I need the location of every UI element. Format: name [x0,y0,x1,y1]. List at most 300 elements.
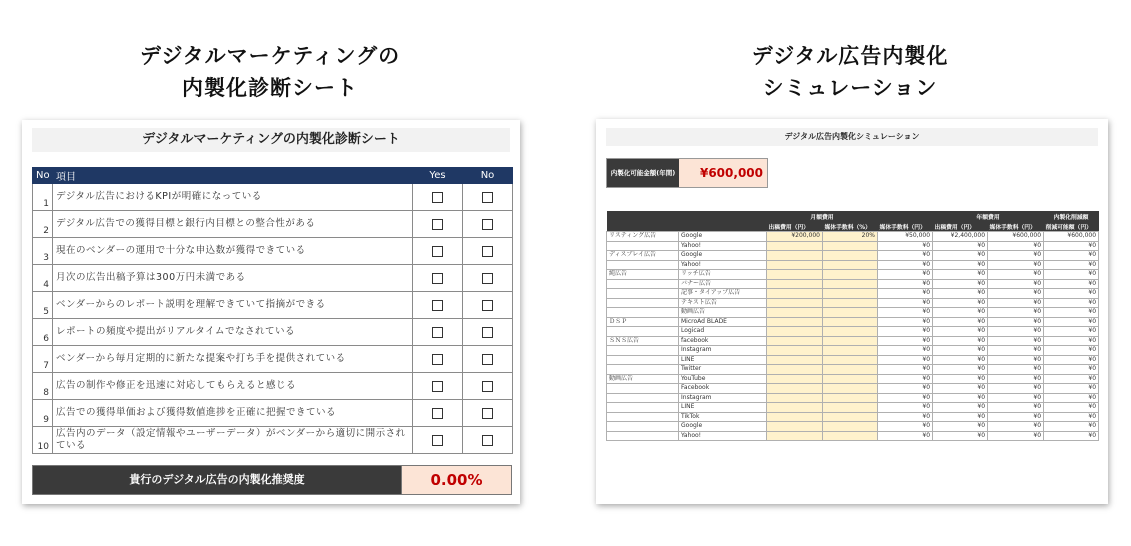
simulation-column-header [607,221,1099,232]
category-cell [607,289,679,299]
item-number: 7 [33,346,53,373]
monthly-fee-cell: ¥50,000 [878,232,933,242]
savings-cell: ¥0 [1044,403,1099,413]
savings-cell: ¥0 [1044,289,1099,299]
annual-fee-cell: ¥0 [988,308,1044,318]
ad-cost-input[interactable] [767,336,823,346]
fee-pct-input[interactable] [823,365,878,375]
item-text: 広告の制作や修正を迅速に対応してもらえると感じる [53,373,413,400]
annual-ad-cost-cell: ¥0 [933,308,988,318]
category-cell [607,241,679,251]
simulation-row [607,260,1099,270]
no-checkbox[interactable] [482,408,493,419]
budget-value: ¥600,000 [679,159,767,187]
category-cell [607,355,679,365]
item-number: 5 [33,292,53,319]
simulation-row [607,384,1099,394]
simulation-row [607,365,1099,375]
annual-fee-cell: ¥0 [988,260,1044,270]
category-cell [607,279,679,289]
left-heading [95,40,445,104]
ad-cost-input[interactable] [767,431,823,441]
yes-checkbox[interactable] [432,408,443,419]
diagnosis-row [33,184,513,211]
no-checkbox[interactable] [482,354,493,365]
fee-pct-input[interactable] [823,317,878,327]
diagnosis-header-row [33,168,513,184]
simulation-row [607,422,1099,432]
media-cell: Instagram [679,346,767,356]
diagnosis-rows [33,184,513,454]
yes-checkbox[interactable] [432,381,443,392]
savings-cell: ¥0 [1044,260,1099,270]
yes-checkbox[interactable] [432,327,443,338]
savings-cell: ¥0 [1044,412,1099,422]
fee-pct-input[interactable] [823,403,878,413]
no-cell [463,292,513,319]
budget-box [606,158,768,188]
savings-cell: ¥0 [1044,251,1099,261]
simulation-row [607,327,1099,337]
category-cell [607,403,679,413]
right-heading-line-1: デジタル広告内製化 [751,44,949,68]
fee-pct-input[interactable] [823,260,878,270]
monthly-fee-cell: ¥0 [878,251,933,261]
item-text: レポートの頻度や提出がリアルタイムでなされている [53,319,413,346]
media-cell: LINE [679,403,767,413]
annual-ad-cost-cell: ¥0 [933,251,988,261]
diagnosis-row [33,427,513,454]
media-cell: Logicad [679,327,767,337]
simulation-row [607,346,1099,356]
monthly-fee-cell: ¥0 [878,241,933,251]
left-heading-line-2: 内製化診断シート [182,76,358,100]
item-text: 現在のベンダーの運用で十分な申込数が獲得できている [53,238,413,265]
ad-cost-input[interactable] [767,260,823,270]
savings-cell: ¥0 [1044,384,1099,394]
savings-cell: ¥0 [1044,422,1099,432]
fee-pct-input[interactable] [823,336,878,346]
media-cell: Instagram [679,393,767,403]
annual-ad-cost-cell: ¥0 [933,431,988,441]
annual-ad-cost-cell: ¥0 [933,422,988,432]
savings-cell: ¥0 [1044,279,1099,289]
savings-cell: ¥0 [1044,298,1099,308]
monthly-fee-cell: ¥0 [878,260,933,270]
col-fee-pct: 媒体手数料（%） [823,221,878,232]
media-cell: facebook [679,336,767,346]
media-cell: リッチ広告 [679,270,767,280]
annual-fee-cell: ¥0 [988,403,1044,413]
category-cell: リスティング広告 [607,232,679,242]
fee-pct-input[interactable] [823,270,878,280]
ad-cost-input[interactable] [767,298,823,308]
header-yes: Yes [413,168,463,184]
annual-ad-cost-cell: ¥0 [933,403,988,413]
monthly-fee-cell: ¥0 [878,327,933,337]
yes-checkbox[interactable] [432,354,443,365]
diagnosis-row [33,346,513,373]
item-number: 4 [33,265,53,292]
no-checkbox[interactable] [482,435,493,446]
savings-cell: ¥0 [1044,355,1099,365]
monthly-fee-cell: ¥0 [878,431,933,441]
diagnosis-sheet-title: デジタルマーケティングの内製化診断シート [32,128,510,152]
yes-cell [413,400,463,427]
group-annual: 年額費用 [933,211,1044,221]
no-cell [463,346,513,373]
media-cell: テキスト広告 [679,298,767,308]
annual-ad-cost-cell: ¥0 [933,393,988,403]
savings-cell: ¥0 [1044,346,1099,356]
col-monthly-ad-cost: 出稿費用（円） [767,221,823,232]
item-number: 3 [33,238,53,265]
annual-ad-cost-cell: ¥0 [933,384,988,394]
monthly-fee-cell: ¥0 [878,393,933,403]
item-number: 1 [33,184,53,211]
category-cell [607,431,679,441]
group-savings: 内製化削減額 [1044,211,1099,221]
item-number: 6 [33,319,53,346]
yes-cell [413,373,463,400]
item-text: 月次の広告出稿予算は300万円未満である [53,265,413,292]
col-savings: 削減可能額（円） [1044,221,1099,232]
yes-cell [413,346,463,373]
annual-ad-cost-cell: ¥0 [933,412,988,422]
no-cell [463,427,513,454]
diagnosis-row [33,373,513,400]
budget-label: 内製化可能金額(年間) [607,159,679,187]
media-cell: YouTube [679,374,767,384]
annual-ad-cost-cell: ¥0 [933,270,988,280]
left-heading-line-1: デジタルマーケティングの [139,44,401,68]
media-cell: 記事・タイアップ広告 [679,289,767,299]
annual-ad-cost-cell: ¥0 [933,279,988,289]
simulation-sheet-title: デジタル広告内製化シミュレーション [606,128,1098,146]
no-cell [463,184,513,211]
ad-cost-input[interactable] [767,289,823,299]
no-checkbox[interactable] [482,381,493,392]
header-no-answer: No [463,168,513,184]
recommendation-label: 貴行のデジタル広告の内製化推奨度 [33,466,401,494]
savings-cell: ¥0 [1044,327,1099,337]
diagnosis-row [33,319,513,346]
simulation-row [607,393,1099,403]
fee-pct-input[interactable] [823,308,878,318]
category-cell: ＤＳＰ [607,317,679,327]
item-text: 広告内のデータ（設定情報やユーザーデータ）がベンダーから適切に開示されている [53,427,413,454]
yes-cell [413,211,463,238]
category-cell [607,365,679,375]
no-cell [463,319,513,346]
ad-cost-input[interactable] [767,422,823,432]
annual-fee-cell: ¥0 [988,270,1044,280]
annual-fee-cell: ¥0 [988,412,1044,422]
annual-fee-cell: ¥0 [988,422,1044,432]
simulation-row [607,298,1099,308]
group-monthly: 月額費用 [767,211,878,221]
item-number: 9 [33,400,53,427]
no-checkbox[interactable] [482,327,493,338]
col-annual-fee: 媒体手数料（円） [988,221,1044,232]
ad-cost-input[interactable] [767,308,823,318]
annual-ad-cost-cell: ¥2,400,000 [933,232,988,242]
savings-cell: ¥0 [1044,374,1099,384]
monthly-fee-cell: ¥0 [878,298,933,308]
annual-ad-cost-cell: ¥0 [933,365,988,375]
simulation-row [607,251,1099,261]
media-cell: Google [679,251,767,261]
annual-ad-cost-cell: ¥0 [933,317,988,327]
fee-pct-input[interactable] [823,289,878,299]
yes-cell [413,265,463,292]
right-heading-line-2: シミュレーション [762,76,938,100]
media-cell: Facebook [679,384,767,394]
ad-cost-input[interactable]: ¥200,000 [767,232,823,242]
ad-cost-input[interactable] [767,374,823,384]
savings-cell: ¥0 [1044,431,1099,441]
simulation-row [607,279,1099,289]
annual-fee-cell: ¥0 [988,374,1044,384]
fee-pct-input[interactable] [823,251,878,261]
annual-fee-cell: ¥0 [988,279,1044,289]
diagnosis-row [33,292,513,319]
simulation-group-header [607,211,1099,221]
annual-ad-cost-cell: ¥0 [933,260,988,270]
category-cell [607,384,679,394]
simulation-row [607,232,1099,242]
yes-checkbox[interactable] [432,219,443,230]
ad-cost-input[interactable] [767,270,823,280]
fee-pct-input[interactable] [823,327,878,337]
no-cell [463,265,513,292]
annual-ad-cost-cell: ¥0 [933,374,988,384]
monthly-fee-cell: ¥0 [878,279,933,289]
annual-fee-cell: ¥0 [988,431,1044,441]
category-cell [607,422,679,432]
item-text: ベンダーから毎月定期的に新たな提案や打ち手を提供されている [53,346,413,373]
annual-fee-cell: ¥0 [988,384,1044,394]
item-number: 8 [33,373,53,400]
fee-pct-input[interactable] [823,384,878,394]
simulation-row [607,374,1099,384]
annual-fee-cell: ¥0 [988,365,1044,375]
monthly-fee-cell: ¥0 [878,355,933,365]
category-cell [607,260,679,270]
media-cell: Google [679,422,767,432]
monthly-fee-cell: ¥0 [878,308,933,318]
savings-cell: ¥600,000 [1044,232,1099,242]
item-number: 10 [33,427,53,454]
simulation-row [607,308,1099,318]
annual-fee-cell: ¥0 [988,327,1044,337]
annual-ad-cost-cell: ¥0 [933,289,988,299]
annual-fee-cell: ¥0 [988,346,1044,356]
annual-fee-cell: ¥0 [988,241,1044,251]
category-cell [607,393,679,403]
category-cell [607,327,679,337]
diagnosis-table [32,167,513,454]
ad-cost-input[interactable] [767,317,823,327]
savings-cell: ¥0 [1044,270,1099,280]
col-monthly-fee: 媒体手数料（円） [878,221,933,232]
header-no: No [33,168,53,184]
media-cell: バナー広告 [679,279,767,289]
simulation-row [607,289,1099,299]
ad-cost-input[interactable] [767,279,823,289]
ad-cost-input[interactable] [767,403,823,413]
category-cell: ディスプレイ広告 [607,251,679,261]
annual-fee-cell: ¥0 [988,393,1044,403]
no-checkbox[interactable] [482,246,493,257]
yes-checkbox[interactable] [432,273,443,284]
category-cell: 純広告 [607,270,679,280]
monthly-fee-cell: ¥0 [878,336,933,346]
ad-cost-input[interactable] [767,251,823,261]
category-cell [607,298,679,308]
monthly-fee-cell: ¥0 [878,365,933,375]
yes-checkbox[interactable] [432,435,443,446]
fee-pct-input[interactable] [823,393,878,403]
fee-pct-input[interactable] [823,241,878,251]
item-number: 2 [33,211,53,238]
diagnosis-sheet [22,120,520,504]
no-checkbox[interactable] [482,273,493,284]
yes-checkbox[interactable] [432,192,443,203]
savings-cell: ¥0 [1044,365,1099,375]
media-cell: Yahoo! [679,260,767,270]
monthly-fee-cell: ¥0 [878,403,933,413]
ad-cost-input[interactable] [767,393,823,403]
media-cell: Twitter [679,365,767,375]
category-cell: ＳＮＳ広告 [607,336,679,346]
item-text: デジタル広告におけるKPIが明確になっている [53,184,413,211]
media-cell: Yahoo! [679,431,767,441]
annual-fee-cell: ¥0 [988,336,1044,346]
savings-cell: ¥0 [1044,308,1099,318]
yes-checkbox[interactable] [432,246,443,257]
no-checkbox[interactable] [482,192,493,203]
simulation-row [607,336,1099,346]
simulation-row [607,355,1099,365]
media-cell: MicroAd BLADE [679,317,767,327]
yes-cell [413,292,463,319]
annual-ad-cost-cell: ¥0 [933,336,988,346]
ad-cost-input[interactable] [767,346,823,356]
yes-cell [413,184,463,211]
simulation-row [607,317,1099,327]
diagnosis-row [33,238,513,265]
yes-cell [413,238,463,265]
ad-cost-input[interactable] [767,412,823,422]
yes-cell [413,319,463,346]
simulation-sheet [596,119,1108,504]
media-cell: Google [679,232,767,242]
annual-ad-cost-cell: ¥0 [933,298,988,308]
media-cell: 動画広告 [679,308,767,318]
savings-cell: ¥0 [1044,336,1099,346]
media-cell: Yahoo! [679,241,767,251]
diagnosis-row [33,400,513,427]
ad-cost-input[interactable] [767,355,823,365]
simulation-row [607,412,1099,422]
item-text: 広告での獲得単価および獲得数値進捗を正確に把握できている [53,400,413,427]
monthly-fee-cell: ¥0 [878,374,933,384]
col-annual-ad-cost: 出稿費用（円） [933,221,988,232]
diagnosis-row [33,211,513,238]
item-text: ベンダーからのレポート説明を理解できていて指摘ができる [53,292,413,319]
annual-fee-cell: ¥0 [988,251,1044,261]
simulation-rows [607,232,1099,441]
annual-fee-cell: ¥0 [988,298,1044,308]
ad-cost-input[interactable] [767,327,823,337]
annual-fee-cell: ¥0 [988,317,1044,327]
media-cell: LINE [679,355,767,365]
savings-cell: ¥0 [1044,393,1099,403]
no-checkbox[interactable] [482,219,493,230]
monthly-fee-cell: ¥0 [878,384,933,394]
savings-cell: ¥0 [1044,241,1099,251]
monthly-fee-cell: ¥0 [878,422,933,432]
annual-ad-cost-cell: ¥0 [933,327,988,337]
media-cell: TikTok [679,412,767,422]
monthly-fee-cell: ¥0 [878,270,933,280]
category-cell [607,412,679,422]
fee-pct-input[interactable] [823,374,878,384]
category-cell: 動画広告 [607,374,679,384]
savings-cell: ¥0 [1044,317,1099,327]
no-cell [463,373,513,400]
fee-pct-input[interactable] [823,279,878,289]
simulation-row [607,403,1099,413]
annual-fee-cell: ¥600,000 [988,232,1044,242]
header-item: 項目 [53,168,413,184]
category-cell [607,308,679,318]
no-cell [463,238,513,265]
yes-cell [413,427,463,454]
simulation-row [607,431,1099,441]
fee-pct-input[interactable]: 20% [823,232,878,242]
ad-cost-input[interactable] [767,365,823,375]
fee-pct-input[interactable] [823,298,878,308]
fee-pct-input[interactable] [823,412,878,422]
fee-pct-input[interactable] [823,346,878,356]
annual-ad-cost-cell: ¥0 [933,346,988,356]
annual-ad-cost-cell: ¥0 [933,355,988,365]
recommendation-value: 0.00% [401,466,511,494]
yes-checkbox[interactable] [432,300,443,311]
no-checkbox[interactable] [482,300,493,311]
monthly-fee-cell: ¥0 [878,346,933,356]
diagnosis-row [33,265,513,292]
simulation-row [607,241,1099,251]
simulation-row [607,270,1099,280]
monthly-fee-cell: ¥0 [878,289,933,299]
fee-pct-input[interactable] [823,422,878,432]
fee-pct-input[interactable] [823,431,878,441]
monthly-fee-cell: ¥0 [878,412,933,422]
ad-cost-input[interactable] [767,241,823,251]
no-cell [463,400,513,427]
item-text: デジタル広告での獲得目標と銀行内目標との整合性がある [53,211,413,238]
right-heading [700,40,1000,104]
annual-fee-cell: ¥0 [988,355,1044,365]
ad-cost-input[interactable] [767,384,823,394]
simulation-table [606,211,1099,441]
category-cell [607,346,679,356]
annual-ad-cost-cell: ¥0 [933,241,988,251]
fee-pct-input[interactable] [823,355,878,365]
